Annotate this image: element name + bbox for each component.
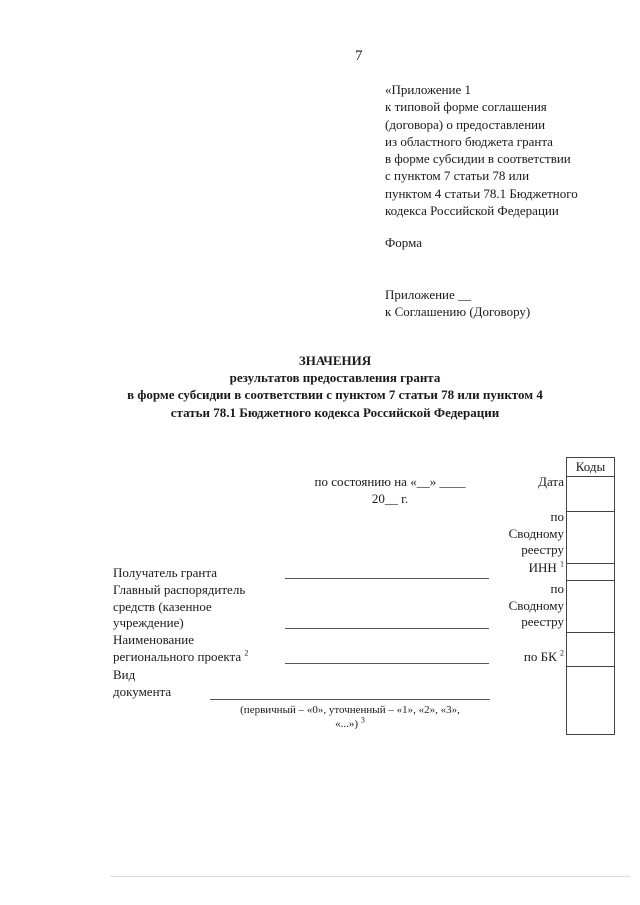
annex-header-line: в форме субсидии в соответствии xyxy=(385,151,571,167)
label-text: средств (казенное xyxy=(113,598,212,614)
annex-to-agreement xyxy=(385,287,530,320)
subtitle-line: в форме субсидии в соответствии с пунктом 7 статьи 78 или пунктом 4 xyxy=(127,387,543,403)
regional-project-field[interactable] xyxy=(285,663,489,664)
page-bottom-rule xyxy=(110,876,630,877)
label-text: реестру xyxy=(521,542,564,557)
label-text: Главный распорядитель xyxy=(113,582,246,597)
code-cell-bk[interactable] xyxy=(567,632,614,666)
label-date: Дата xyxy=(538,474,564,489)
label-text: по БК xyxy=(523,649,557,664)
annex-to-agreement-line2: к Соглашению (Договору) xyxy=(385,303,531,319)
annex-header-line: пунктом 4 статьи 78.1 Бюджетного xyxy=(385,185,578,201)
label-bk xyxy=(490,649,564,666)
footnote-mark: 2 xyxy=(244,648,249,658)
code-cell-registry-1[interactable] xyxy=(567,511,614,563)
label-text: по xyxy=(550,509,564,524)
code-cell-date[interactable] xyxy=(567,476,614,511)
form-label: Форма xyxy=(385,235,422,250)
label-text: реестру xyxy=(521,614,564,629)
subtitle-line: результатов предоставления гранта xyxy=(229,370,441,385)
label-text: документа xyxy=(113,683,172,699)
annex-header xyxy=(385,81,578,219)
annex-header-line: с пунктом 7 статьи 78 или xyxy=(385,168,530,184)
label-text: ИНН xyxy=(528,560,557,575)
annex-to-agreement-line1: Приложение __ xyxy=(385,287,472,302)
annex-header-line: из областного бюджета гранта xyxy=(385,133,553,149)
label-inn xyxy=(490,560,564,577)
label-consolidated-registry-2 xyxy=(490,581,564,631)
label-text: Вид xyxy=(113,667,136,682)
document-title: ЗНАЧЕНИЯ xyxy=(298,353,372,368)
label-text: регионального проекта xyxy=(113,648,242,664)
note-line: «...») xyxy=(335,718,359,730)
page-number: 7 xyxy=(355,48,363,64)
date-as-of-line1: по состоянию на «__» ____ xyxy=(314,474,466,489)
subtitle-line: статьи 78.1 Бюджетного кодекса Российской Федерации xyxy=(170,404,500,420)
code-cell-inn[interactable] xyxy=(567,563,614,580)
label-document-type xyxy=(113,667,171,700)
label-text: Наименование xyxy=(113,632,194,647)
label-text: по xyxy=(550,581,564,596)
code-cell-doc-type[interactable] xyxy=(567,666,614,734)
label-consolidated-registry-1 xyxy=(490,509,564,559)
label-text: учреждение) xyxy=(113,615,184,630)
document-subtitle xyxy=(110,369,560,421)
label-regional-project xyxy=(113,632,248,665)
document-type-note xyxy=(210,703,490,731)
footnote-mark: 1 xyxy=(560,559,564,569)
annex-header-line: кодекса Российской Федерации xyxy=(385,203,559,219)
codes-header: Коды xyxy=(575,459,606,474)
annex-header-line: «Приложение 1 xyxy=(385,82,472,97)
label-grant-recipient: Получатель гранта xyxy=(113,565,217,580)
label-main-manager xyxy=(113,582,245,632)
footnote-mark: 3 xyxy=(360,715,365,725)
annex-header-line: (договора) о предоставлении xyxy=(385,116,546,132)
code-cell-registry-2[interactable] xyxy=(567,580,614,632)
document-type-field[interactable] xyxy=(210,699,490,700)
label-text: Сводному xyxy=(508,525,564,541)
footnote-mark: 2 xyxy=(560,648,564,658)
annex-header-line: к типовой форме соглашения xyxy=(385,99,547,115)
grant-recipient-field[interactable] xyxy=(285,578,489,579)
date-as-of xyxy=(300,474,480,507)
label-text: Сводному xyxy=(508,597,564,613)
codes-table xyxy=(566,457,615,735)
date-as-of-line2: 20__ г. xyxy=(371,490,409,506)
main-manager-field[interactable] xyxy=(285,628,489,629)
note-line: (первичный – «0», уточненный – «1», «2», «3», xyxy=(240,704,460,716)
